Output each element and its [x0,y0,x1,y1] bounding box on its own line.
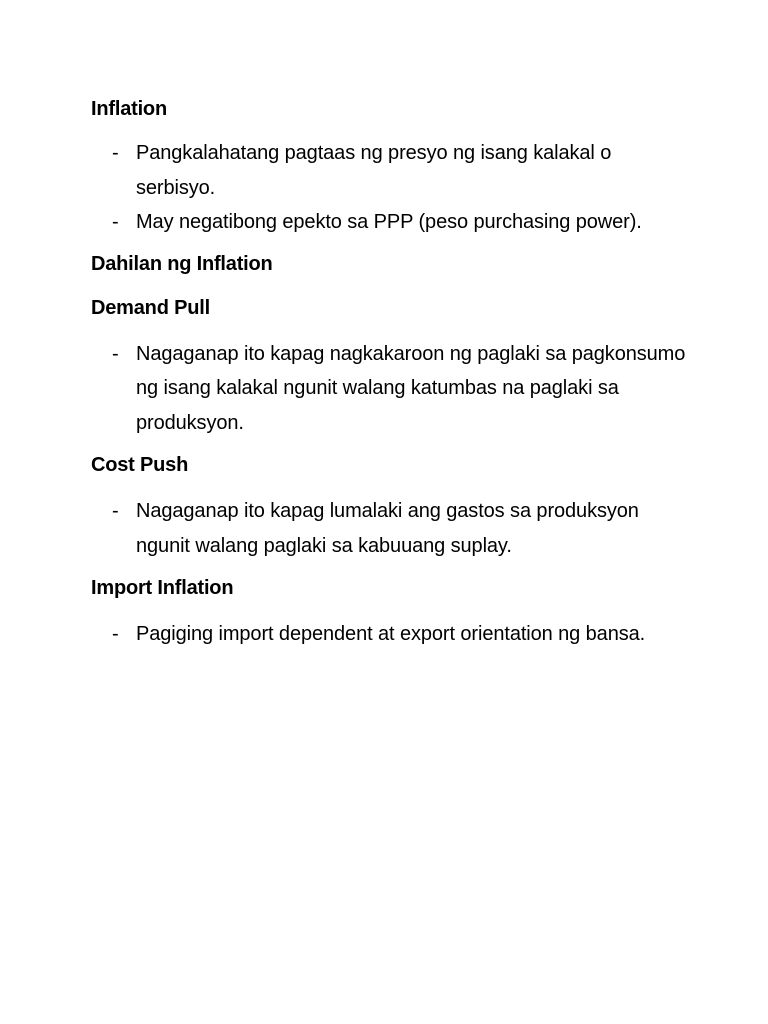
bullet-list-demand-pull [91,337,691,441]
list-item-text: Nagaganap ito kapag lumalaki ang gastos sa produksyon ngunit walang paglaki sa kabuuang suplay. [136,500,639,557]
list-item [91,494,691,563]
bullet-list-import-inflation [91,617,691,652]
heading-import-inflation: Import Inflation [91,577,234,599]
bullet-list-inflation [91,136,691,240]
list-item-text: Nagaganap ito kapag nagkakaroon ng paglaki sa pagkonsumo ng isang kalakal ngunit walang katumbas na paglaki sa produksyon. [136,342,686,434]
heading-inflation: Inflation [91,98,167,120]
list-item [91,205,691,240]
list-item-text: Pagiging import dependent at export orientation ng bansa. [136,623,646,645]
dash-marker: - [112,623,119,645]
bullet-list-cost-push [91,494,691,563]
list-item-text: May negatibong epekto sa PPP (peso purchasing power). [136,211,642,233]
document-page [91,94,691,652]
dash-marker: - [112,500,119,522]
dash-marker: - [112,211,119,233]
dash-marker: - [112,342,119,365]
list-item-text: Pangkalahatang pagtaas ng presyo ng isang kalakal o serbisyo. [136,142,612,199]
list-item [91,136,691,205]
heading-demand-pull: Demand Pull [91,296,210,319]
list-item [91,337,691,441]
heading-cost-push: Cost Push [91,454,189,476]
list-item [91,617,691,652]
heading-dahilan-ng-inflation: Dahilan ng Inflation [91,252,273,275]
dash-marker: - [112,142,119,164]
